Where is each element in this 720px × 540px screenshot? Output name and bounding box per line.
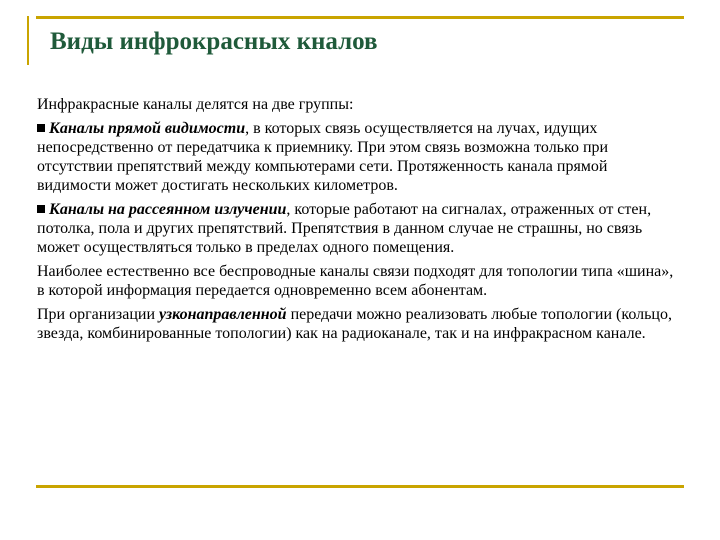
intro-paragraph: Инфракрасные каналы делятся на две группы:: [37, 96, 354, 113]
bullet-item-diffuse: [37, 200, 677, 257]
paragraph-emphasis: узконаправленной: [159, 306, 287, 323]
paragraph-text-start: При организации: [37, 306, 160, 323]
square-bullet-icon: [37, 124, 45, 132]
bullet-emphasis: Каналы прямой видимости: [49, 120, 246, 137]
top-rule: [36, 16, 684, 19]
square-bullet-icon: [37, 205, 45, 213]
slide-title: Виды инфрокрасных кналов: [50, 28, 378, 55]
bullet-emphasis: Каналы на рассеянном излучении: [49, 201, 287, 218]
slide-body: [37, 95, 677, 348]
bullet-text: , которые работают на сигналах, отраженных от стен, потолка, пола и других препятствий. Препятствия в данном случае не страшны, но связь может осуществляться только в пределах одного помещения.: [37, 201, 652, 256]
bus-topology-paragraph: Наиболее естественно все беспроводные каналы связи подходят для топологии типа «шина», в которой информация передается одновременно всем абонентам.: [37, 263, 674, 299]
bullet-text: , в которых связь осуществляется на лучах, идущих непосредственно от передатчика к приемнику. При этом связь возможна только при отсутствии препятствий между компьютерами сети. Протяженность канала прямой видимости может достигать нескольких километров.: [37, 120, 609, 194]
directional-paragraph: [37, 305, 677, 343]
paragraph-text-end: передачи можно реализовать любые топологии (кольцо, звезда, комбинированные топологии) как на радиоканале, так и на инфракрасном канале.: [37, 306, 672, 342]
left-accent-rule: [27, 16, 29, 65]
bottom-rule: [36, 485, 684, 488]
bullet-item-line-of-sight: [37, 119, 677, 195]
